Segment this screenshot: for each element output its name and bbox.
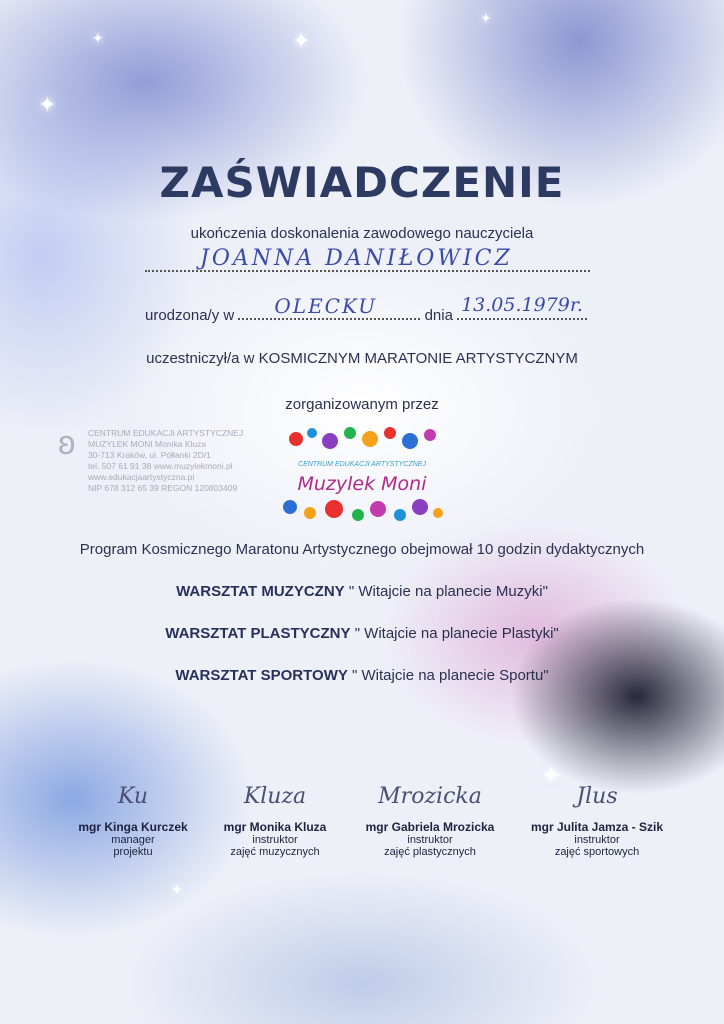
program-text: Program Kosmicznego Maratonu Artystycznego obejmował 10 godzin dydaktycznych — [79, 541, 645, 558]
signatory-role: zajęć sportowych — [554, 846, 640, 858]
signatory — [512, 784, 682, 858]
born-label: urodzona/y w — [145, 307, 235, 324]
signatory-name: mgr Julita Jamza - Szik — [530, 820, 664, 834]
stamp-line: NIP 678 312 65 39 REGON 120803409 — [88, 483, 238, 493]
handwritten-signature: Jlus — [576, 784, 618, 809]
signatory-role: manager — [111, 834, 155, 846]
signatory-role: projektu — [113, 846, 153, 858]
workshop-title: " Witajcie na planecie Plastyki" — [354, 625, 559, 642]
signatory-role: zajęć plastycznych — [384, 846, 476, 858]
document-title: ZAŚWIADCZENIE — [159, 158, 565, 207]
signatory — [58, 784, 208, 858]
logo-subtitle: CENTRUM EDUKACJI ARTYSTYCZNEJ — [298, 461, 426, 468]
handwritten-signature: Kluza — [243, 784, 307, 809]
butterfly-icon: ʚ — [58, 424, 76, 462]
workshop-name: WARSZTAT MUZYCZNY — [176, 583, 345, 600]
handwritten-signature: Ku — [117, 784, 149, 809]
signatory-name: mgr Gabriela Mrozicka — [365, 820, 495, 834]
handwritten-signature: Mrozicka — [378, 784, 482, 809]
signatory-role: instruktor — [407, 834, 453, 846]
signatory-role: instruktor — [252, 834, 298, 846]
date-label: dnia — [424, 307, 453, 324]
recipient-name-row — [145, 246, 590, 276]
stamp-line: 30-713 Kraków, ul. Półłanki 2D/1 — [88, 450, 211, 460]
workshop-item — [0, 667, 724, 684]
organization-stamp — [58, 424, 254, 508]
born-date: 13.05.1979r. — [461, 294, 583, 316]
sparkle-icon: ✦ — [170, 882, 184, 899]
sparkle-icon: ✦ — [38, 92, 57, 117]
signatory-role: zajęć muzycznych — [230, 846, 320, 858]
signatory — [345, 784, 515, 858]
birth-row — [145, 294, 587, 324]
workshop-title: " Witajcie na planecie Muzyki" — [348, 583, 548, 600]
born-place: OLECKU — [274, 294, 378, 318]
stamp-line: tel. 507 61 91 38 www.muzylekmoni.pl — [88, 461, 233, 471]
organized-by: zorganizowanym przez — [285, 396, 439, 413]
sparkle-icon: ✦ — [92, 30, 104, 46]
workshop-name: WARSZTAT PLASTYCZNY — [165, 625, 351, 642]
workshop-title: " Witajcie na planecie Sportu" — [352, 667, 549, 684]
participation-text: uczestniczył/a w KOSMICZNYM MARATONIE ARTYSTYCZNYM — [146, 350, 578, 367]
stamp-line: MUZYLEK MONI Monika Kluza — [88, 439, 207, 449]
organization-logo — [278, 425, 446, 521]
sparkle-icon: ✦ — [292, 28, 311, 53]
signatory-name: mgr Kinga Kurczek — [78, 820, 188, 834]
workshop-name: WARSZTAT SPORTOWY — [175, 667, 348, 684]
stamp-line: CENTRUM EDUKACJI ARTYSTYCZNEJ — [88, 428, 244, 438]
signatory — [205, 784, 345, 858]
recipient-name: JOANNA DANIŁOWICZ — [200, 246, 513, 271]
workshop-item — [0, 625, 724, 642]
sparkle-icon: ✦ — [480, 10, 492, 26]
workshop-item — [0, 583, 724, 600]
logo-name: Muzylek Moni — [297, 473, 427, 495]
document-subtitle: ukończenia doskonalenia zawodowego nauczyciela — [190, 225, 534, 242]
sparkle-icon: ✦ — [540, 760, 562, 790]
signatory-name: mgr Monika Kluza — [223, 820, 327, 834]
stamp-line: www.edukacjaartystyczna.pl — [88, 472, 195, 482]
signatory-role: instruktor — [574, 834, 620, 846]
